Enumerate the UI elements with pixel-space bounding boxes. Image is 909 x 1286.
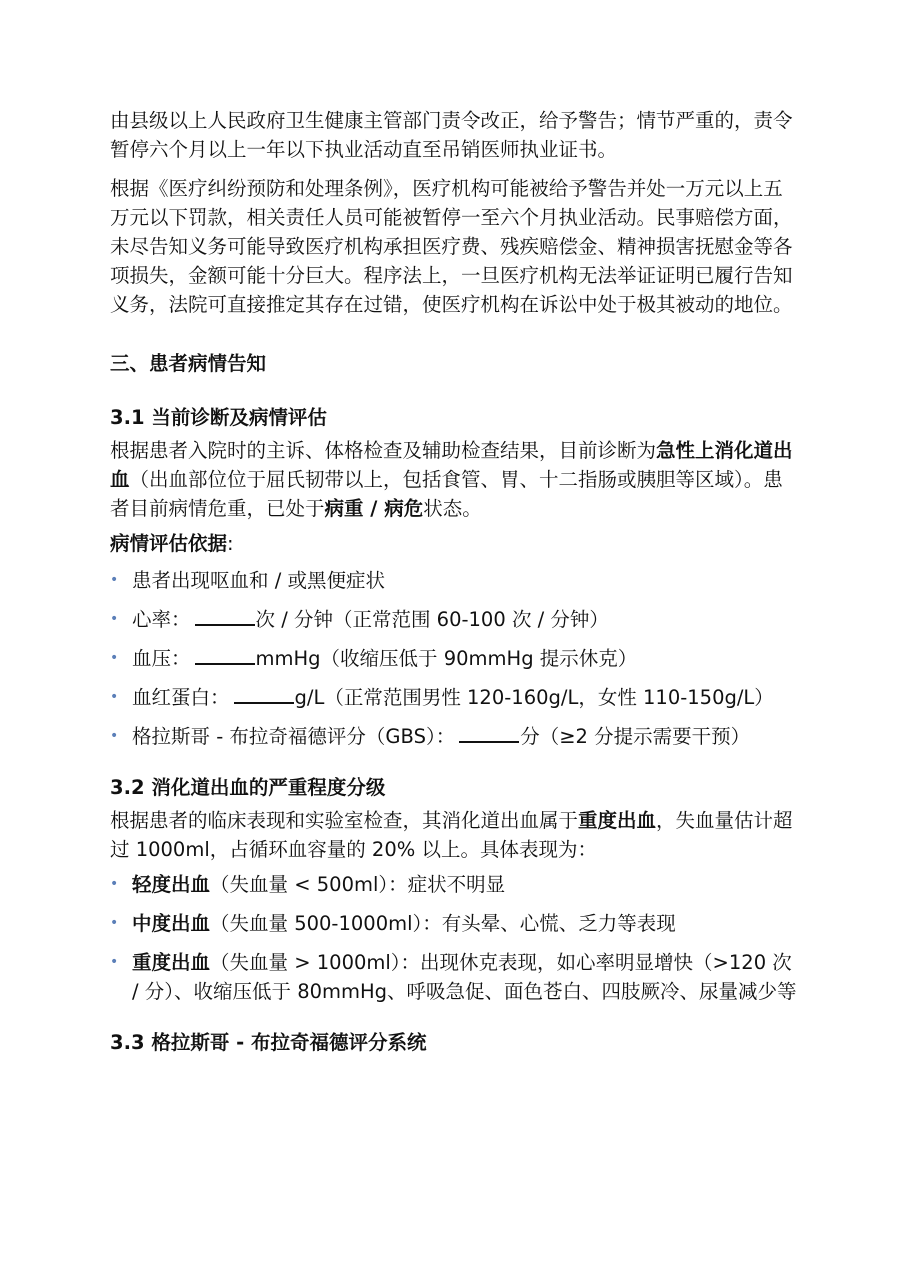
diagnosis-paragraph: [110, 436, 801, 523]
heart-rate-blank-field[interactable]: [195, 606, 255, 626]
list-item-blood-pressure: • 血压： mmHg（收缩压低于 90mmHg 提示休克）: [110, 644, 801, 673]
assessment-basis-label: 病情评估依据:: [110, 532, 234, 555]
list-item-mild-bleeding: • 轻度出血（失血量 < 500ml）：症状不明显: [110, 870, 801, 899]
list-item-moderate-bleeding: • 中度出血（失血量 500-1000ml）：有头晕、心慌、乏力等表现: [110, 909, 801, 938]
bullet-icon: •: [110, 689, 119, 705]
list-item-severe-bleeding: • 重度出血（失血量 > 1000ml）：出现休克表现，如心率明显增快（>120 次 / 分）、收缩压低于 80mmHg、呼吸急促、面色苍白、四肢厥冷、尿量减少等: [110, 948, 801, 1006]
bullet-icon: •: [110, 728, 119, 744]
list-item-heart-rate: • 心率： 次 / 分钟（正常范围 60-100 次 / 分钟）: [110, 605, 801, 634]
severity-level: 重度出血: [578, 809, 657, 832]
subsection-heading-gbs-system: 3.3 格拉斯哥 - 布拉奇福德评分系统: [110, 1031, 427, 1054]
paragraph-penalty-physician: 由县级以上人民政府卫生健康主管部门责令改正，给予警告；情节严重的，责令暂停六个月以上一年以下执业活动直至吊销医师执业证书。: [110, 109, 793, 161]
diagnosis-text-e: 状态。: [423, 497, 482, 520]
severity-list: [110, 870, 801, 1006]
list-item-gbs-score: • 格拉斯哥 - 布拉奇福德评分（GBS）： 分（≥2 分提示需要干预）: [110, 722, 801, 751]
condition-status: 病重 / 病危: [324, 497, 424, 520]
paragraph-regulation-consequences: 根据《医疗纠纷预防和处理条例》，医疗机构可能被给予警告并处一万元以上五万元以下罚款，相关责任人员可能被暂停一至六个月执业活动。民事赔偿方面，未尽告知义务可能导致医疗机构承担医疗费、残疾赔偿金、精神损害抚慰金等各项损失，金额可能十分巨大。程序法上，一旦医疗机构无法举证证明已履行告知义务，法院可直接推定其存在过错，使医疗机构在诉讼中处于极其被动的地位。: [110, 177, 793, 316]
bullet-icon: •: [110, 650, 119, 666]
section-heading-condition-notice: 三、患者病情告知: [110, 352, 267, 375]
list-item-hemoglobin: • 血红蛋白： g/L（正常范围男性 120-160g/L，女性 110-150g/L）: [110, 683, 801, 712]
diagnosis-text-a: 根据患者入院时的主诉、体格检查及辅助检查结果，目前诊断为: [110, 439, 657, 462]
bullet-icon: •: [110, 572, 119, 588]
assessment-basis-list: [110, 566, 801, 751]
gbs-score-blank-field[interactable]: [459, 723, 519, 743]
bullet-icon: •: [110, 915, 119, 931]
bullet-icon: •: [110, 611, 119, 627]
diagnosis-name: 急性上消化道出血: [110, 439, 793, 491]
diagnosis-text-c: （出血部位位于屈氏韧带以上，包括食管、胃、十二指肠或胰胆等区域）。患者目前病情危重，已处于: [110, 468, 783, 520]
bullet-icon: •: [110, 876, 119, 892]
blood-pressure-blank-field[interactable]: [195, 645, 255, 665]
severity-paragraph: 根据患者的临床表现和实验室检查，其消化道出血属于重度出血，失血量估计超过 1000ml，占循环血容量的 20% 以上。具体表现为：: [110, 809, 793, 861]
subsection-heading-diagnosis: 3.1 当前诊断及病情评估: [110, 406, 327, 429]
subsection-heading-severity: 3.2 消化道出血的严重程度分级: [110, 776, 386, 799]
bullet-icon: •: [110, 954, 119, 970]
hemoglobin-blank-field[interactable]: [234, 684, 294, 704]
list-item-symptoms: • 患者出现呕血和 / 或黑便症状: [110, 566, 801, 595]
